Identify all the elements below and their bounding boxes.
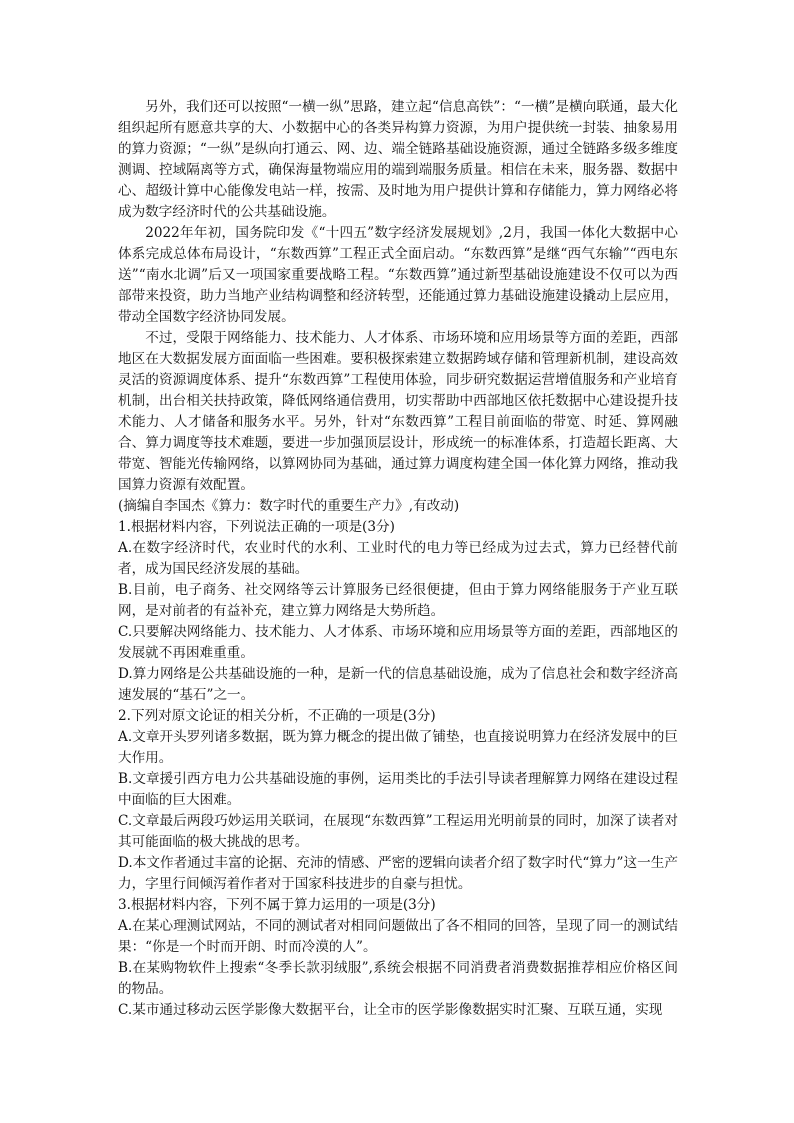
question-2-option-d: D.本文作者通过丰富的论据、充沛的情感、严密的逻辑向读者介绍了数字时代“算力”这一生产力，字里行间倾泻着作者对于国家科技进步的自豪与担忧。 [118,855,678,892]
question-3-stem: 3.根据材料内容，下列不属于算力运用的一项是(3分) [118,897,436,913]
paragraph-3: 不过，受限于网络能力、技术能力、人才体系、市场环境和应用场景等方面的差距，西部地区在大数据发展方面面临一些困难。要积极探索建立数据跨域存储和管理新机制，建设高效灵活的资源调度体系、提升“东数西算”工程使用体验，同步研究数据运营增值服务和产业培育机制，出台相关扶持政策，降低网络通信费用，切实帮助中西部地区依托数据中心建设提升技术能力、人才储备和服务水平。另外，针对“东数西算”工程目前面临的带宽、时延、算网融合、算力调度等技术难题，要进一步加强顶层设计，形成统一的标准体系，打造超长距离、大带宽、智能光传输网络，以算网协同为基础，通过算力调度构建全国一体化算力网络，推动我国算力资源有效配置。 [118,330,678,493]
question-1-option-c: C.只要解决网络能力、技术能力、人才体系、市场环境和应用场景等方面的差距，西部地区的发展就不再困难重重。 [118,624,678,661]
document-page [118,97,678,1021]
question-2-option-a: A.文章开头罗列诸多数据，既为算力概念的提出做了铺垫，也直接说明算力在经济发展中的巨大作用。 [118,729,678,766]
question-3-option-a: A.在某心理测试网站，不同的测试者对相同问题做出了各不相同的回答，呈现了同一的测试结果：“你是一个时而开朗、时而冷漠的人”。 [118,918,678,955]
paragraph-1: 另外，我们还可以按照“一横一纵”思路，建立起“信息高铁”：“一横”是横向联通，最大化组织起所有愿意共享的大、小数据中心的各类异构算力资源，为用户提供统一封装、抽象易用的算力资源；“一纵”是纵向打通云、网、边、端全链路基础设施资源，通过全链路多级多维度测调、控域隔离等方式，确保海量物端应用的端到端服务质量。相信在未来，服务器、数据中心、超级计算中心能像发电站一样，按需、及时地为用户提供计算和存储能力，算力网络必将成为数字经济时代的公共基础设施。 [118,99,678,220]
source-citation: (摘编自李国杰《算力：数字时代的重要生产力》,有改动) [118,498,460,514]
question-2-option-b: B.文章援引西方电力公共基础设施的事例，运用类比的手法引导读者理解算力网络在建设过程中面临的巨大困难。 [118,771,678,808]
question-3-option-b: B.在某购物软件上搜索“冬季长款羽绒服”,系统会根据不同消费者消费数据推荐相应价格区间的物品。 [118,960,678,997]
question-3-option-c: C.某市通过移动云医学影像大数据平台，让全市的医学影像数据实时汇聚、互联互通，实现 [118,1002,663,1018]
question-1-stem: 1.根据材料内容，下列说法正确的一项是(3分) [118,519,395,535]
question-1-option-a: A.在数字经济时代，农业时代的水利、工业时代的电力等已经成为过去式，算力已经替代前者，成为国民经济发展的基础。 [118,540,678,577]
question-2-option-c: C.文章最后两段巧妙运用关联词，在展现“东数西算”工程运用光明前景的同时，加深了读者对其可能面临的极大挑战的思考。 [118,813,678,850]
question-1-option-b: B.目前，电子商务、社交网络等云计算服务已经很便捷，但由于算力网络能服务于产业互联网，是对前者的有益补充，建立算力网络是大势所趋。 [118,582,678,619]
paragraph-2: 2022年年初，国务院印发《“十四五”数字经济发展规划》,2月，我国一体化大数据中心体系完成总体布局设计，“东数西算”工程正式全面启动。“东数西算”是继“西气东输”“西电东送”“南水北调”后又一项国家重要战略工程。“东数西算”通过新型基础设施建设不仅可以为西部带来投资，助力当地产业结构调整和经济转型，还能通过算力基础设施建设撬动上层应用，带动全国数字经济协同发展。 [118,225,678,325]
question-2-stem: 2.下列对原文论证的相关分析，不正确的一项是(3分) [118,708,436,724]
question-1-option-d: D.算力网络是公共基础设施的一种，是新一代的信息基础设施，成为了信息社会和数字经济高速发展的“基石”之一。 [118,666,678,703]
